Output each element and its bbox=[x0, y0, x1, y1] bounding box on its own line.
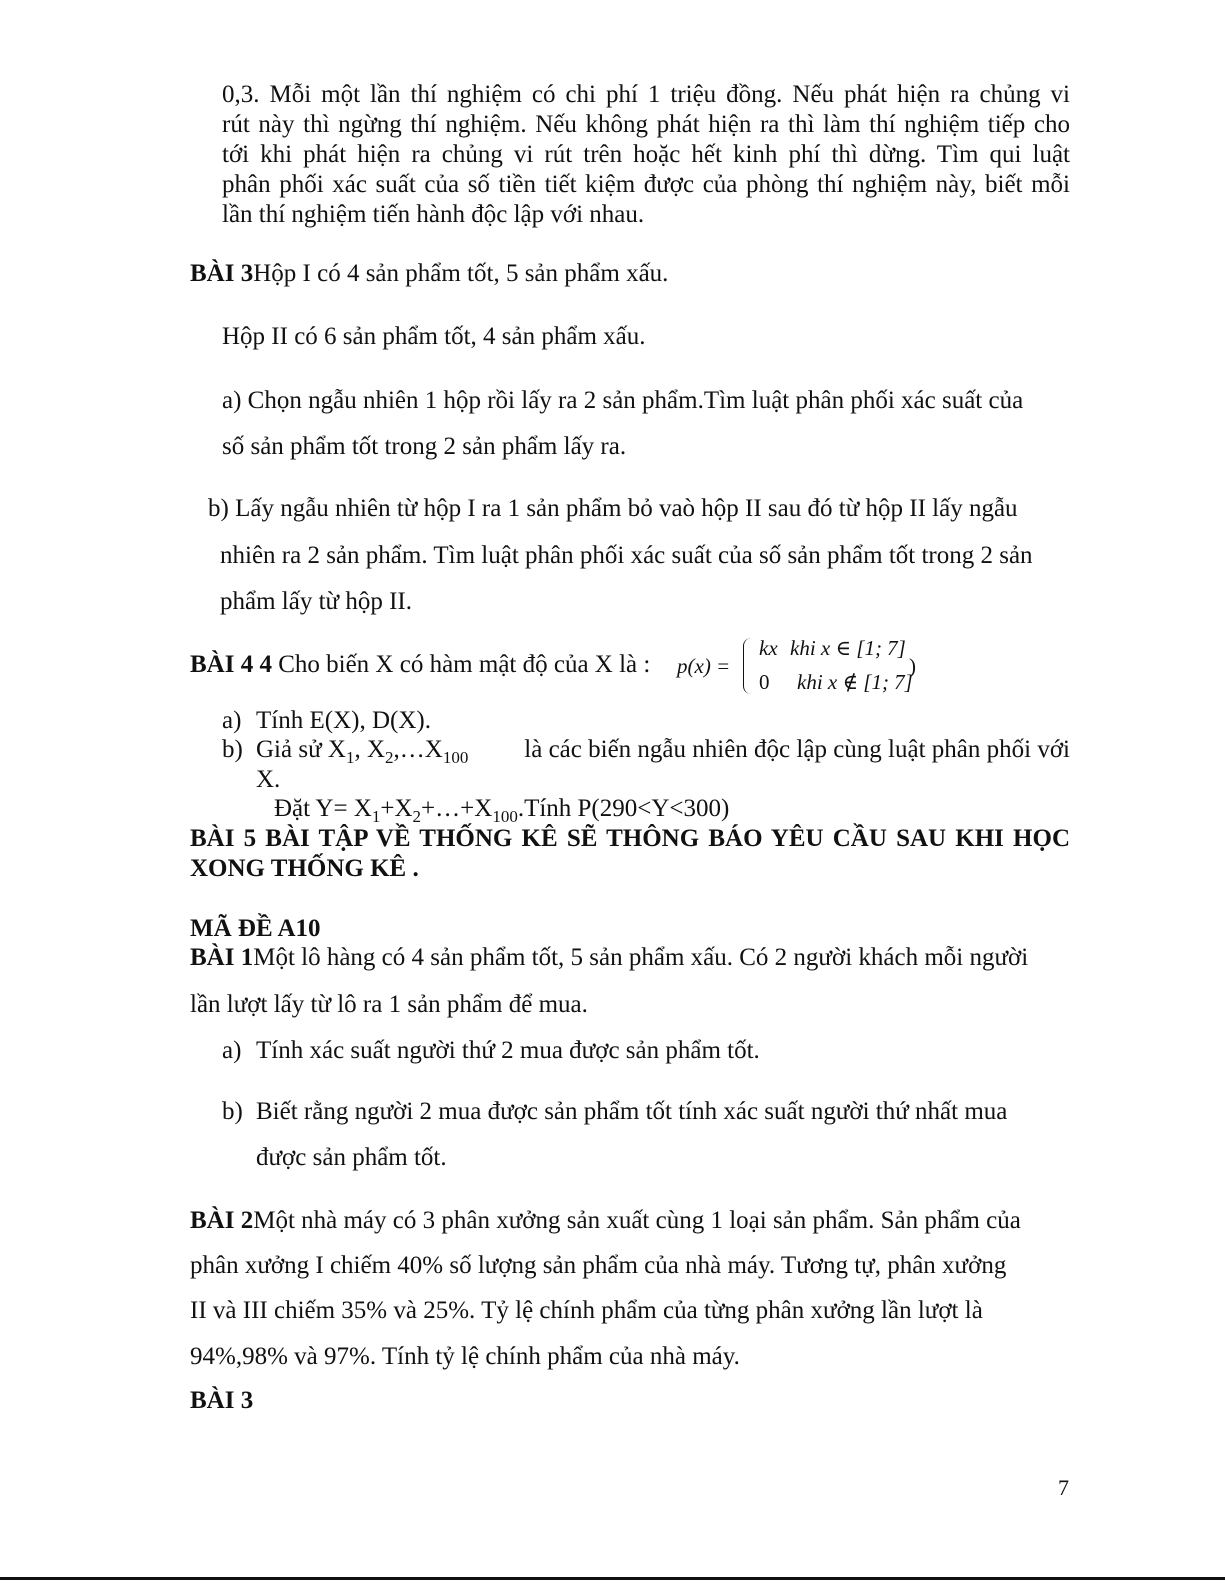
a10-bai2-line: 94%,98% và 97%. Tính tỷ lệ chính phẩm của nhà máy. bbox=[190, 1343, 740, 1370]
a10-bai2-label: BÀI 2 bbox=[190, 1207, 254, 1234]
bai4-b-line3 bbox=[274, 794, 729, 824]
a10-b-text: được sản phẩm tốt. bbox=[256, 1144, 447, 1171]
brace-symbol bbox=[743, 638, 754, 694]
page-edge-rule bbox=[0, 1577, 1225, 1580]
bai4-heading bbox=[190, 650, 650, 680]
formula-case2-cond: khi x ∉ [1; 7] bbox=[797, 670, 913, 694]
bai4-a-text: Tính E(X), D(X). bbox=[256, 707, 431, 734]
text-run: , X bbox=[354, 736, 385, 763]
bai3-part-b-line: phẩm lấy từ hộp II. bbox=[220, 588, 412, 615]
bai3-part-a-line: a) Chọn ngẫu nhiên 1 hộp rồi lấy ra 2 sản phẩm.Tìm luật phân phối xác suất của bbox=[222, 387, 1024, 414]
paragraph-line: 0,3. Mỗi một lần thí nghiệm có chi phí 1 triệu đồng. Nếu phát hiện ra chủng vi bbox=[222, 81, 1070, 108]
text-run: +…+X bbox=[421, 795, 493, 822]
bai3-text: Hộp I có 4 sản phẩm tốt, 5 sản phẩm xấu. bbox=[253, 260, 669, 287]
text-run: Giả sử X bbox=[256, 736, 346, 763]
subscript: 100 bbox=[492, 807, 518, 826]
a10-bai2-line: phân xưởng I chiếm 40% số lượng sản phẩm của nhà máy. Tương tự, phân xưởng bbox=[190, 1252, 1007, 1279]
subscript: 1 bbox=[345, 748, 355, 767]
bai4-b-rest: là các biến ngẫu nhiên độc lập cùng luật phân phối với bbox=[524, 736, 1070, 763]
a10-a-text: Tính xác suất người thứ 2 mua được sản phẩm tốt. bbox=[256, 1037, 760, 1064]
formula-case1-cond: khi x ∈ [1; 7] bbox=[790, 636, 906, 660]
bai3-heading bbox=[190, 259, 668, 289]
bai4-a-marker: a) bbox=[222, 707, 242, 734]
bai4-text: Cho biến X có hàm mật độ của X là : bbox=[278, 651, 651, 678]
a10-b-marker: b) bbox=[222, 1098, 243, 1125]
a10-bai1-text: Một lô hàng có 4 sản phẩm tốt, 5 sản phẩm xấu. Có 2 người khách mỗi người bbox=[253, 944, 1029, 971]
density-formula bbox=[677, 636, 927, 700]
subscript: 1 bbox=[371, 807, 381, 826]
a10-bai1-line: lần lượt lấy từ lô ra 1 sản phẩm để mua. bbox=[190, 991, 588, 1018]
a10-bai3-label: BÀI 3 bbox=[190, 1387, 254, 1414]
bai4-b-line2: X. bbox=[256, 766, 281, 793]
a10-b-text: Biết rằng người 2 mua được sản phẩm tốt tính xác suất người thứ nhất mua bbox=[256, 1098, 1008, 1125]
bai3-part-a-line: số sản phẩm tốt trong 2 sản phẩm lấy ra. bbox=[222, 433, 627, 460]
bai5-line: BÀI 5 BÀI TẬP VỀ THỐNG KÊ SẼ THÔNG BÁO YÊU CẦU SAU KHI HỌC bbox=[190, 825, 1070, 852]
paragraph-line: phân phối xác suất của số tiền tiết kiệm được của phòng thí nghiệm này, biết mỗi bbox=[222, 171, 1070, 198]
paragraph-line: tới khi phát hiện ra chủng vi rút trên hoặc hết kinh phí thì dừng. Tìm qui luật bbox=[222, 141, 1070, 168]
formula-case2-expr: 0 bbox=[759, 670, 770, 694]
formula-lhs: p(x) = bbox=[677, 654, 731, 678]
bai3-label: BÀI 3 bbox=[190, 260, 254, 287]
a10-bai2-line: II và III chiếm 35% và 25%. Tỷ lệ chính phẩm của từng phân xưởng lần lượt là bbox=[190, 1297, 983, 1324]
a10-a-marker: a) bbox=[222, 1037, 242, 1064]
subscript: 2 bbox=[385, 748, 394, 767]
a10-bai2-line bbox=[190, 1206, 1021, 1236]
text-run: .Tính P(290<Y<300) bbox=[517, 795, 730, 822]
a10-bai1-label: BÀI 1 bbox=[190, 944, 254, 971]
bai4-b-line bbox=[256, 735, 1070, 765]
subscript: 100 bbox=[442, 748, 469, 767]
bai3-part-b-line: nhiên ra 2 sản phẩm. Tìm luật phân phối xác suất của số sản phẩm tốt trong 2 sản bbox=[220, 542, 1033, 569]
a10-bai1-line bbox=[190, 943, 1028, 973]
page-number: 7 bbox=[1058, 1475, 1069, 1500]
bai3-line: Hộp II có 6 sản phẩm tốt, 4 sản phẩm xấu. bbox=[222, 323, 646, 350]
paragraph-line: rút này thì ngừng thí nghiệm. Nếu không phát hiện ra thì làm thí nghiệm tiếp cho bbox=[222, 111, 1070, 138]
text-run: ,…X bbox=[393, 736, 443, 763]
bai3-part-b-line: b) Lấy ngẫu nhiên từ hộp I ra 1 sản phẩm bỏ vaò hộp II sau đó từ hộp II lấy ngẫu bbox=[208, 495, 1018, 522]
text-run: +X bbox=[380, 795, 413, 822]
formula-tail: ) bbox=[909, 654, 916, 678]
text-run: Đặt Y= X bbox=[274, 795, 372, 822]
bai4-b-variables bbox=[256, 735, 468, 765]
formula-case1-expr: kx bbox=[759, 636, 778, 660]
subscript: 2 bbox=[412, 807, 422, 826]
bai4-label: BÀI 4 4 bbox=[190, 651, 272, 678]
section-title: MÃ ĐỀ A10 bbox=[190, 915, 321, 942]
bai5-line: XONG THỐNG KÊ . bbox=[190, 855, 419, 882]
bai4-b-marker: b) bbox=[222, 736, 243, 763]
a10-bai2-text: Một nhà máy có 3 phân xưởng sản xuất cùng 1 loại sản phẩm. Sản phẩm của bbox=[253, 1207, 1021, 1234]
paragraph-line: lần thí nghiệm tiến hành độc lập với nhau. bbox=[222, 201, 645, 228]
